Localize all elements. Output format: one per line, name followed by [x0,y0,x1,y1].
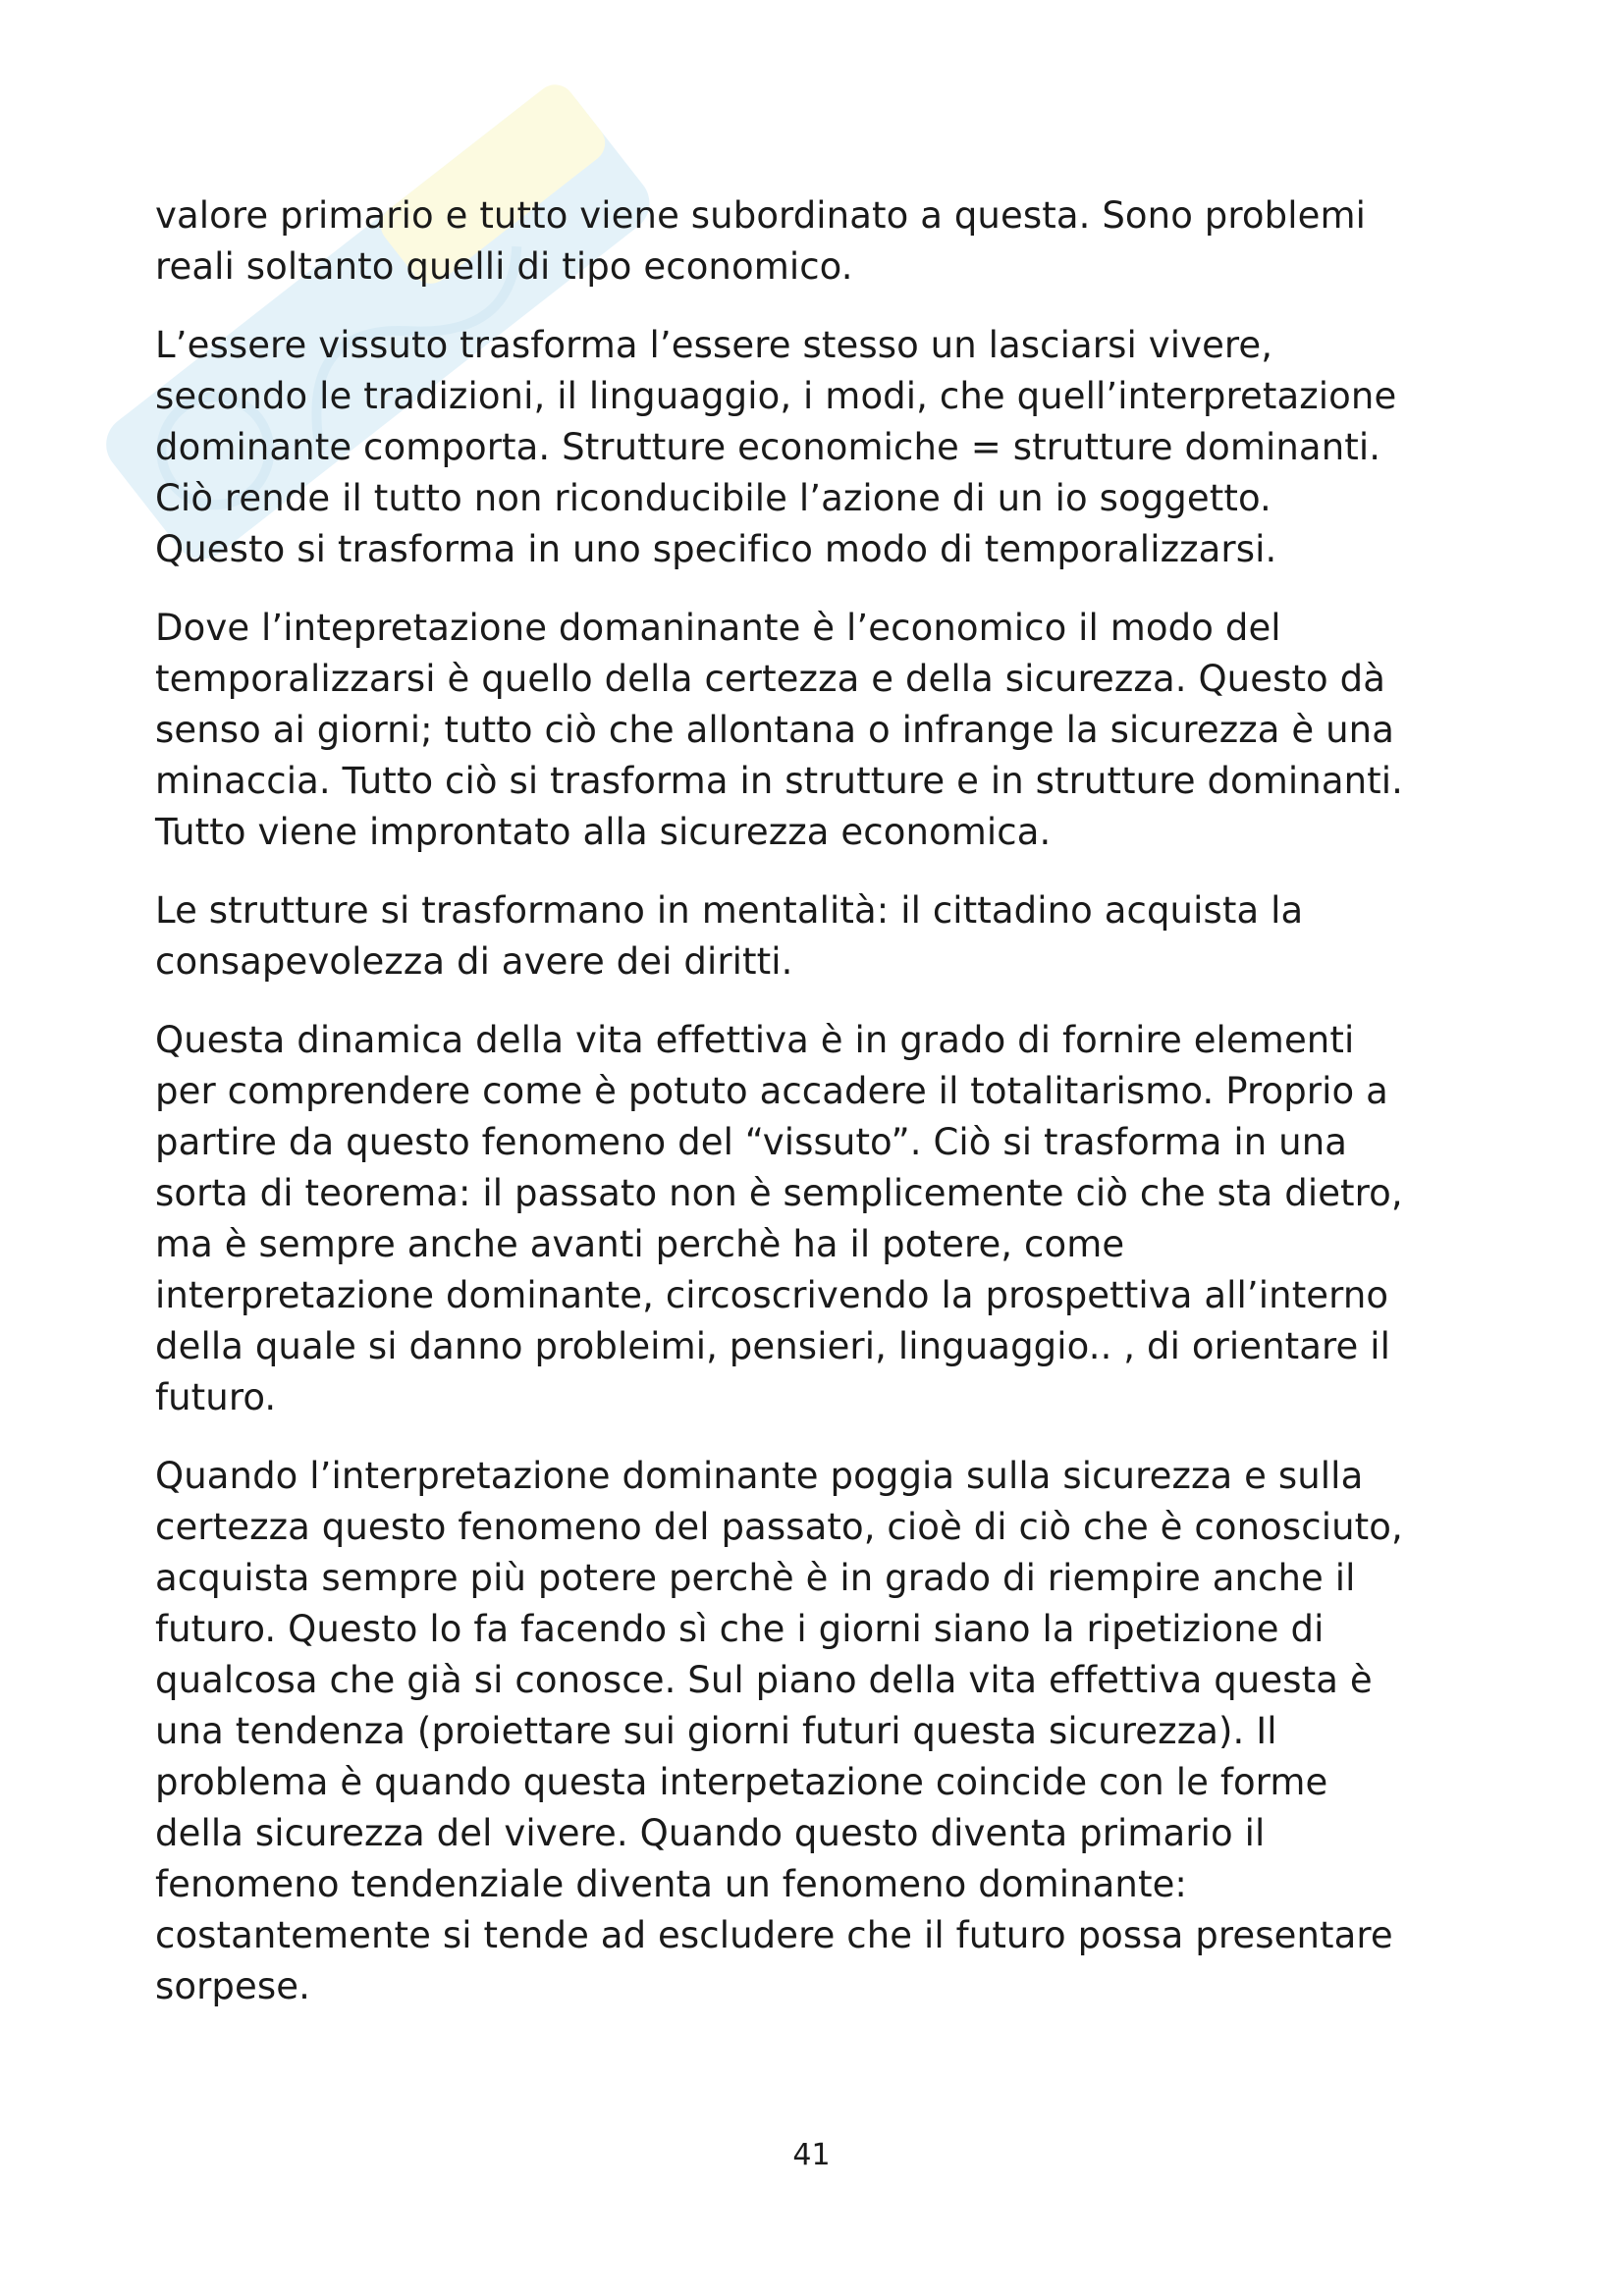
paragraph: valore primario e tutto viene subordinato a questa. Sono problemi reali soltanto quelli di tipo economico. [155,194,1366,288]
page-number: 41 [792,2138,831,2172]
paragraph: Dove l’intepretazione domaninante è l’economico il modo del temporalizzarsi è quello della certezza e della sicurezza. Questo dà senso ai giorni; tutto ciò che allontana o infrange la sicurezza è una minaccia. Tutto ciò si trasforma in strutture e in strutture dominanti. Tutto viene improntato alla sicurezza economica. [155,607,1404,853]
paragraph: Questa dinamica della vita effettiva è in grado di fornire elementi per comprendere come è potuto accadere il totalitarismo. Proprio a partire da questo fenomeno del “vissuto”. Ciò si trasforma in una sorta di teorema: il passato non è semplicemente ciò che sta dietro, ma è sempre anche avanti perchè ha il potere, come interpretazione dominante, circoscrivendo la prospettiva all’interno della quale si danno probleimi, pensieri, linguaggio.. , di orientare il futuro. [155,1019,1403,1418]
paragraph: Le strutture si trasformano in mentalità: il cittadino acquista la consapevolezza di avere dei diritti. [155,889,1304,983]
paragraph: Quando l’interpretazione dominante poggia sulla sicurezza e sulla certezza questo fenomeno del passato, cioè di ciò che è conosciuto, acquista sempre più potere perchè è in grado di riempire anche il futuro. Questo lo fa facendo sì che i giorni siano la ripetizione di qualcosa che già si conosce. Sul piano della vita effettiva questa è una tendenza (proiettare sui giorni futuri questa sicurezza). Il problema è quando questa interpetazione coincide con le forme della sicurezza del vivere. Quando questo diventa primario il fenomeno tendenziale diventa un fenomeno dominante: costantemente si tende ad escludere che il futuro possa presentare sorpese. [155,1455,1403,2007]
paragraph: L’essere vissuto trasforma l’essere stesso un lasciarsi vivere, secondo le tradizioni, il linguaggio, i modi, che quell’interpretazione dominante comporta. Strutture economiche = strutture dominanti. Ciò rende il tutto non riconducibile l’azione di un io soggetto. Questo si trasforma in uno specifico modo di temporalizzarsi. [155,324,1397,570]
page-body [155,190,1481,2040]
